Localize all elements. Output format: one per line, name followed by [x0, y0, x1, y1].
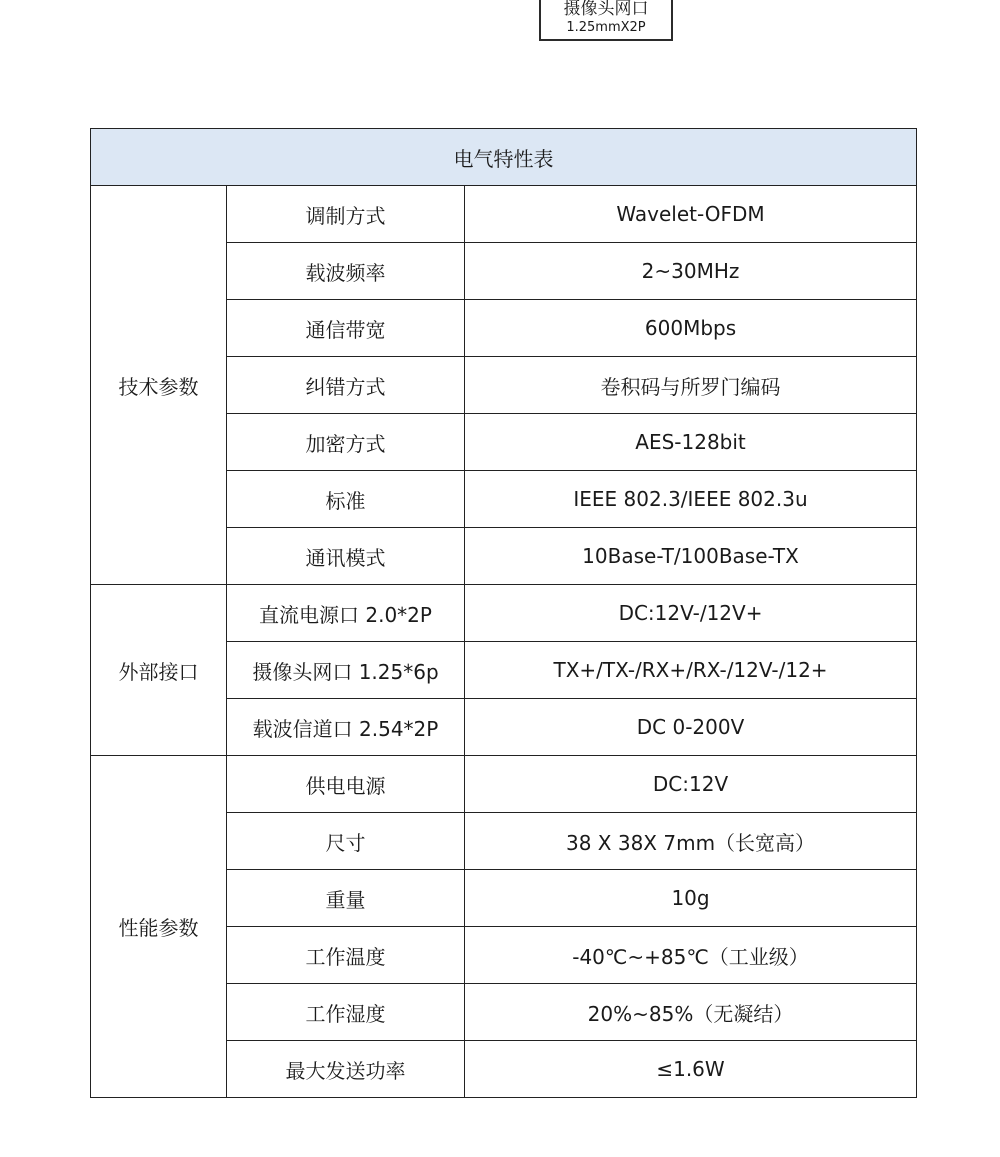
table-row [91, 756, 917, 813]
param-cell: 通信带宽 [227, 300, 465, 357]
param-cell: 最大发送功率 [227, 1041, 465, 1098]
param-cell: 调制方式 [227, 186, 465, 243]
connector-name: 摄像头网口 [563, 0, 649, 19]
value-cell: IEEE 802.3/IEEE 802.3u [465, 471, 917, 528]
param-cell: 重量 [227, 870, 465, 927]
value-cell: DC:12V-/12V+ [465, 585, 917, 642]
value-cell: 38 X 38X 7mm（长宽高） [465, 813, 917, 870]
param-cell: 标准 [227, 471, 465, 528]
param-cell: 纠错方式 [227, 357, 465, 414]
value-cell: 10Base-T/100Base-TX [465, 528, 917, 585]
value-cell: ≤1.6W [465, 1041, 917, 1098]
param-cell: 供电电源 [227, 756, 465, 813]
param-cell: 直流电源口 2.0*2P [227, 585, 465, 642]
param-cell: 工作湿度 [227, 984, 465, 1041]
group-label-tech: 技术参数 [91, 186, 227, 585]
param-cell: 摄像头网口 1.25*6p [227, 642, 465, 699]
connector-label-box [539, 0, 673, 41]
param-cell: 尺寸 [227, 813, 465, 870]
param-cell: 通讯模式 [227, 528, 465, 585]
table-title: 电气特性表 [91, 129, 917, 186]
value-cell: 20%~85%（无凝结） [465, 984, 917, 1041]
table-row [91, 585, 917, 642]
value-cell: DC 0-200V [465, 699, 917, 756]
param-cell: 载波频率 [227, 243, 465, 300]
value-cell: 卷积码与所罗门编码 [465, 357, 917, 414]
value-cell: 10g [465, 870, 917, 927]
value-cell: -40℃~+85℃（工业级） [465, 927, 917, 984]
value-cell: TX+/TX-/RX+/RX-/12V-/12+ [465, 642, 917, 699]
table-row [91, 186, 917, 243]
value-cell: 2~30MHz [465, 243, 917, 300]
param-cell: 加密方式 [227, 414, 465, 471]
param-cell: 载波信道口 2.54*2P [227, 699, 465, 756]
value-cell: DC:12V [465, 756, 917, 813]
table-title-row [91, 129, 917, 186]
value-cell: 600Mbps [465, 300, 917, 357]
value-cell: Wavelet-OFDM [465, 186, 917, 243]
group-label-performance: 性能参数 [91, 756, 227, 1098]
connector-spec: 1.25mmX2P [566, 20, 646, 35]
electrical-spec-table [90, 128, 917, 1098]
group-label-interface: 外部接口 [91, 585, 227, 756]
param-cell: 工作温度 [227, 927, 465, 984]
value-cell: AES-128bit [465, 414, 917, 471]
